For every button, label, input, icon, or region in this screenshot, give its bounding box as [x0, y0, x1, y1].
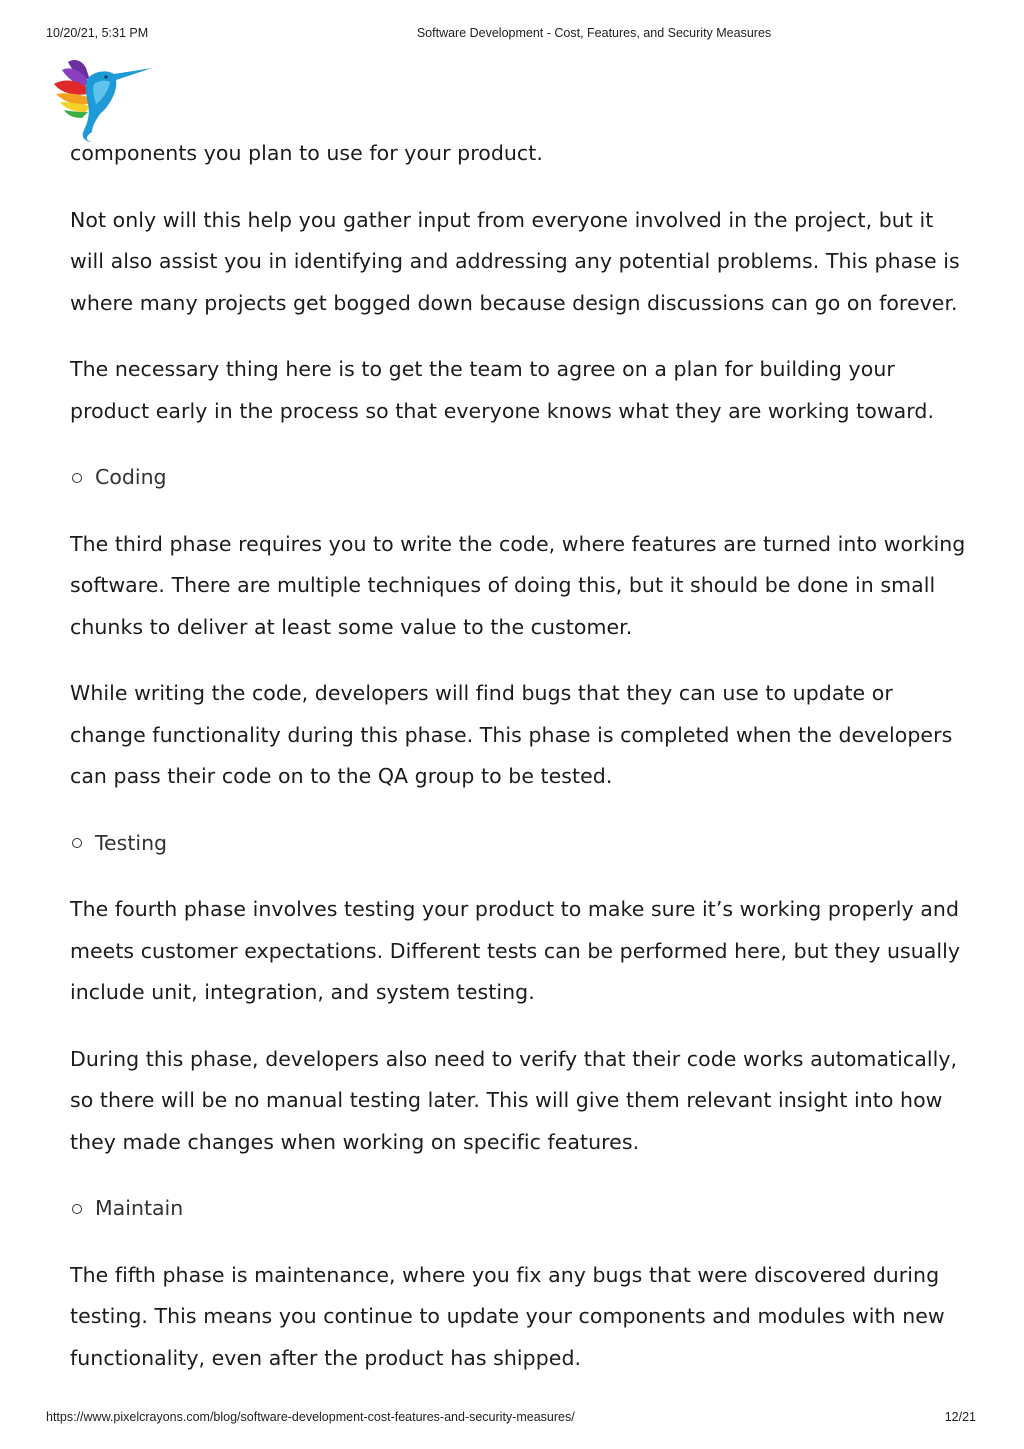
- section-bullet-testing: [70, 823, 970, 865]
- section-bullet-maintain: [70, 1188, 970, 1230]
- print-page-url: https://www.pixelcrayons.com/blog/software-development-cost-features-and-security-measures/: [46, 1410, 575, 1424]
- section-bullet-label: Testing: [95, 830, 168, 855]
- circle-bullet-icon: [72, 1204, 82, 1214]
- print-page-number: 12/21: [944, 1410, 976, 1424]
- paragraph: The fourth phase involves testing your product to make sure it’s working properly and meets customer expectations. Different tests can be performed here, but they usually include unit, integration, and system testing.: [70, 897, 961, 1004]
- circle-bullet-icon: [72, 473, 82, 483]
- paragraph: The necessary thing here is to get the team to agree on a plan for building your product early in the process so that everyone knows what they are working toward.: [70, 357, 935, 423]
- paragraph: Not only will this help you gather input from everyone involved in the project, but it will also assist you in identifying and addressing any potential problems. This phase is where many projects get bogged down because design discussions can go on forever.: [70, 207, 960, 315]
- print-datetime: 10/20/21, 5:31 PM: [46, 26, 149, 40]
- section-bullet-label: Coding: [95, 465, 167, 489]
- print-header: [0, 26, 1024, 42]
- paragraph: During this phase, developers also need to verify that their code works automatically, so there will be no manual testing later. This will give them relevant insight into how they made changes when working on specific features.: [70, 1046, 958, 1154]
- hummingbird-logo-icon[interactable]: [52, 56, 156, 142]
- section-bullet-label: Maintain: [95, 1196, 184, 1220]
- paragraph: While writing the code, developers will find bugs that they can use to update or change functionality during this phase. This phase is completed when the developers can pass their code on to the QA group to be tested.: [70, 681, 953, 788]
- paragraph: components you plan to use for your product.: [70, 141, 543, 165]
- section-bullet-coding: [70, 457, 970, 499]
- paragraph: The fifth phase is maintenance, where you fix any bugs that were discovered during testing. This means you continue to update your components and modules with new functionality, even after the product has shipped.: [70, 1262, 945, 1370]
- paragraph: The third phase requires you to write the code, where features are turned into working software. There are multiple techniques of doing this, but it should be done in small chunks to deliver at least some value to the customer.: [70, 531, 966, 639]
- article-body: [70, 133, 970, 1404]
- circle-bullet-icon: [72, 838, 82, 848]
- print-page-title: Software Development - Cost, Features, and Security Measures: [416, 26, 772, 40]
